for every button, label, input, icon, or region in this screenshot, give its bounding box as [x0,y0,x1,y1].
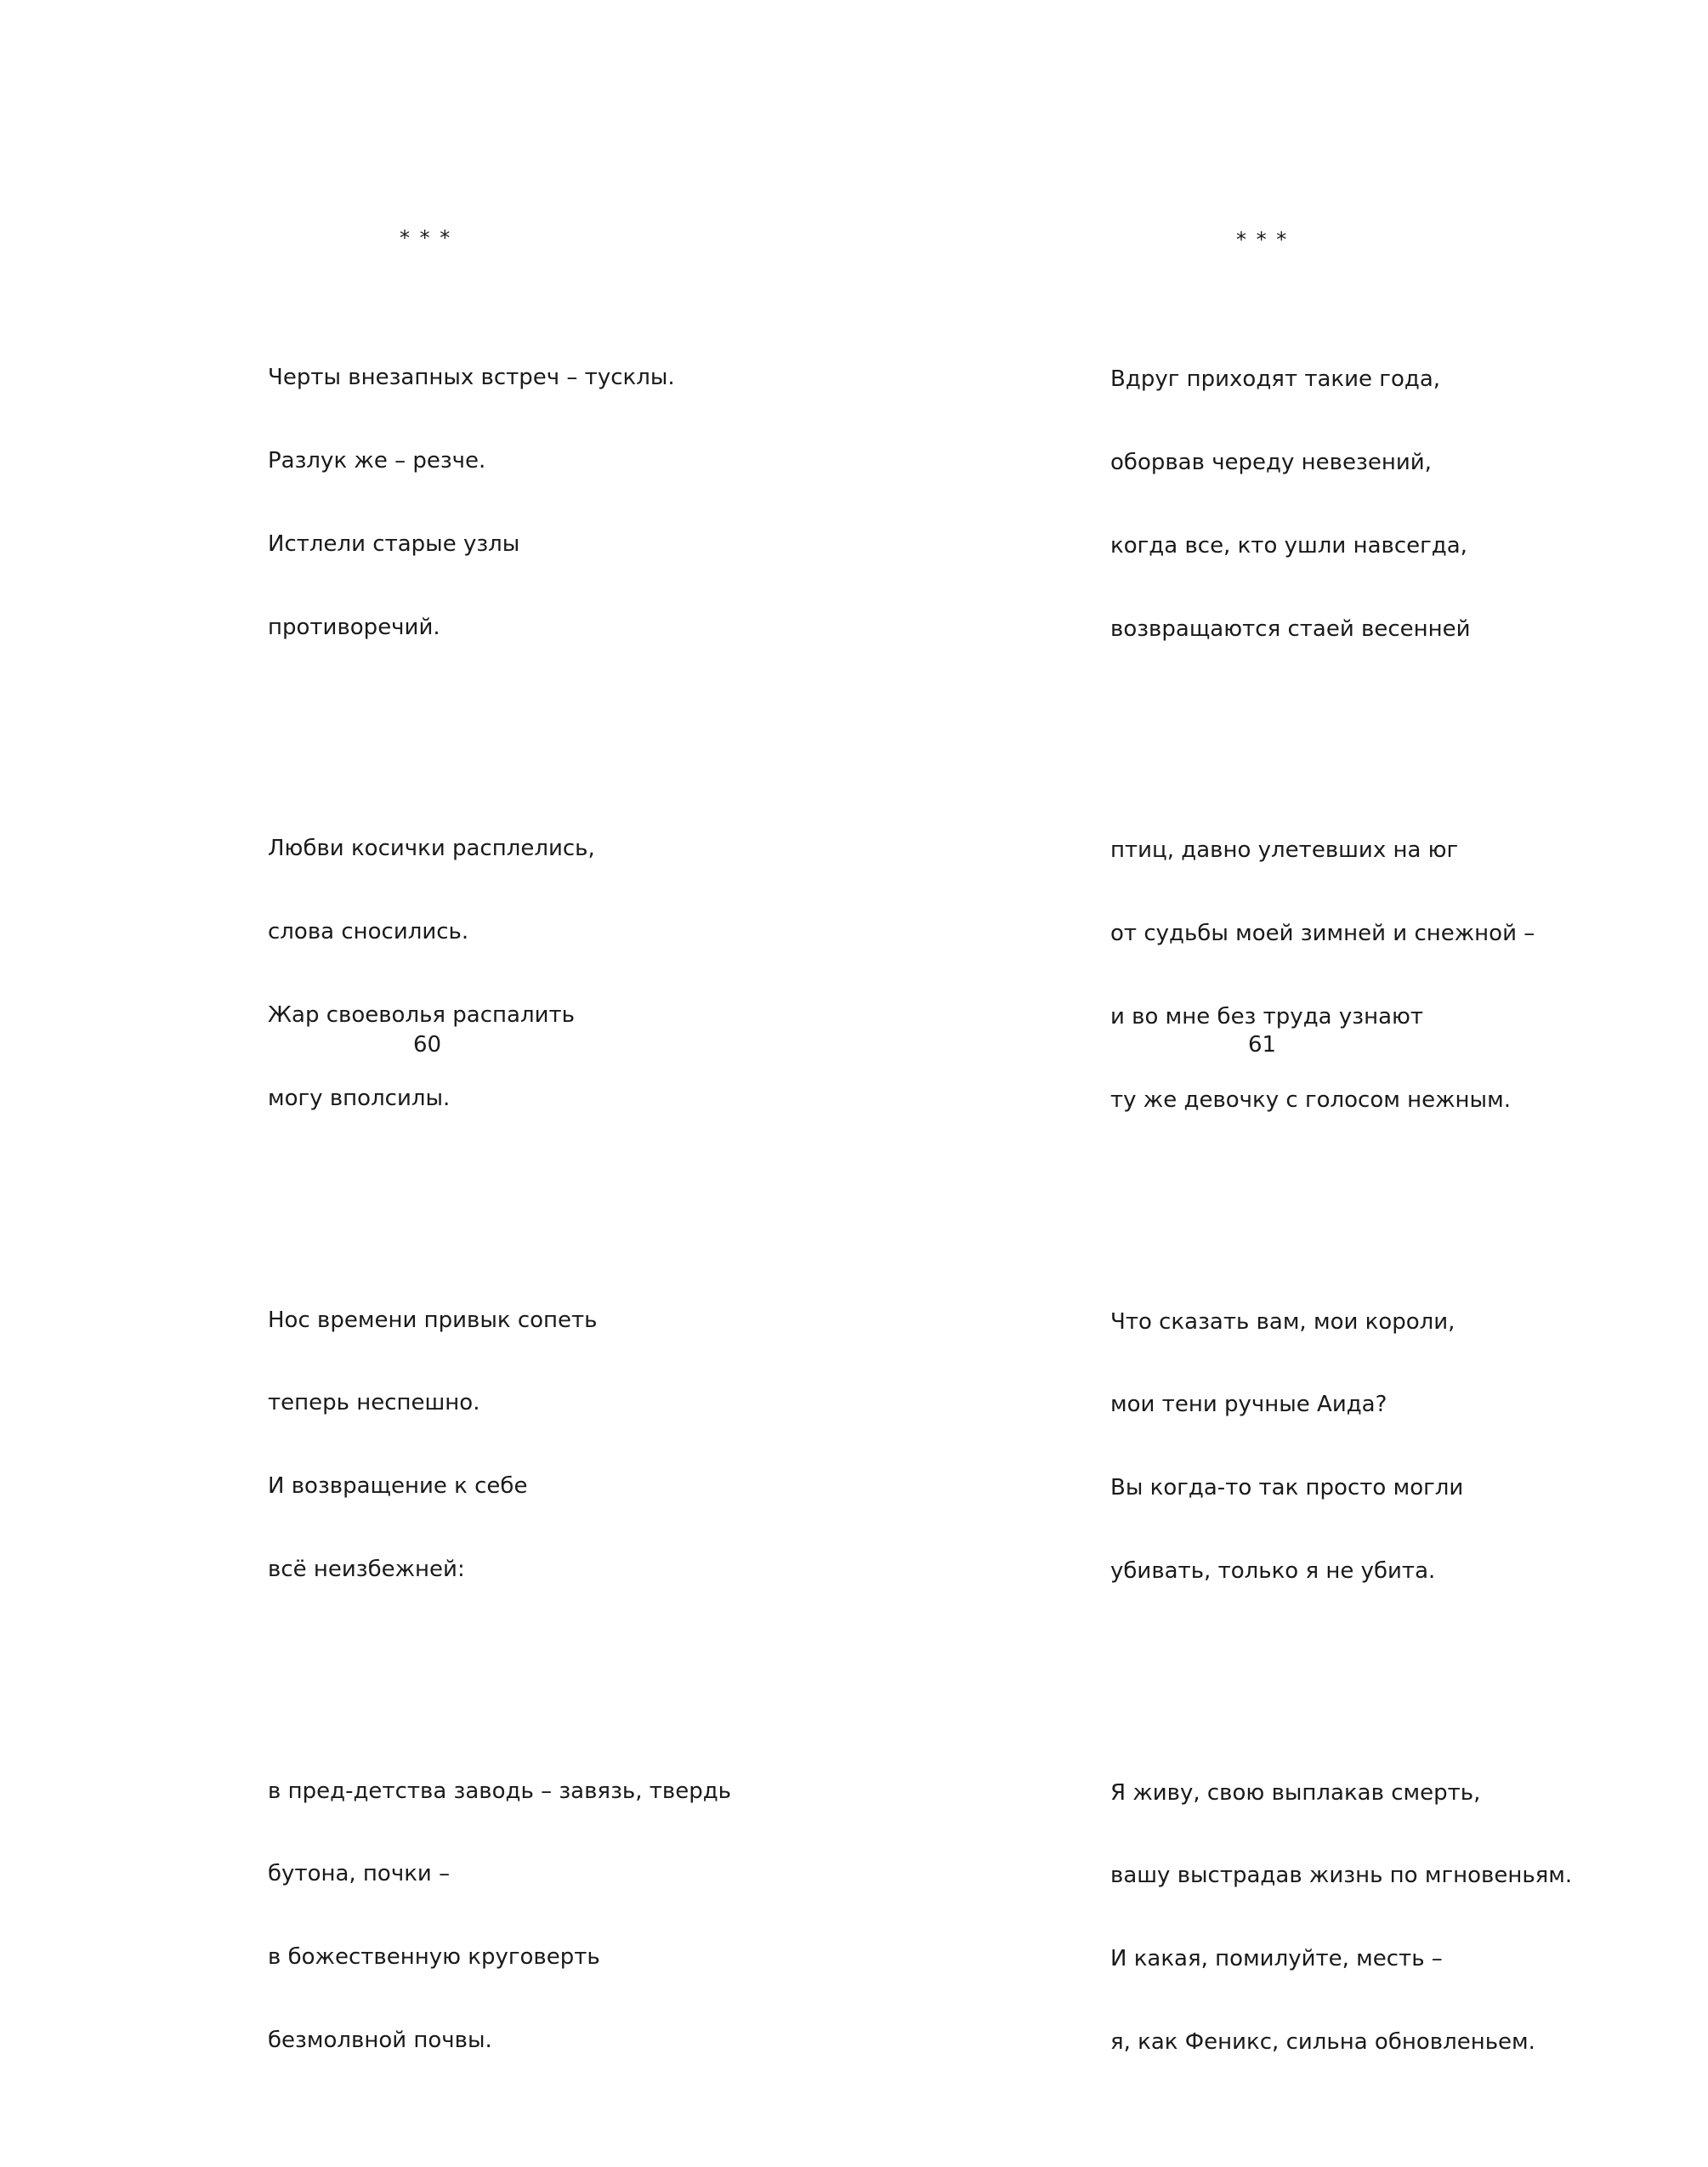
poem-line: Что сказать вам, мои короли, [1110,1308,1455,1335]
poem-separator: * * * [1236,228,1289,252]
poem-line: безмолвной почвы. [268,2028,492,2053]
poem-line: Вы когда-то так просто могли [1110,1475,1464,1501]
poem-line: И возвращение к себе [268,1473,528,1500]
poem-line: бутона, почки – [268,1861,451,1887]
poem-separator: * * * [400,226,452,250]
page-number: 61 [1248,1032,1277,1058]
stanza [1110,781,1572,1169]
stanza [1110,1252,1572,1640]
poem-line: от судьбы моей зимней и снежной – [1110,921,1535,947]
left-page [0,0,854,2053]
poem-line: ту же девочку с голосом нежным. [1110,1086,1511,1113]
poem-line: И какая, помилуйте, месть – [1110,1946,1443,1972]
stanza [268,780,731,1167]
stanza [268,309,731,696]
poem-line: оборвав череду невезений, [1110,450,1432,476]
poem-line: Нос времени привык сопеть [268,1307,598,1333]
poem-line: мои тени ручные Аида? [1110,1392,1387,1418]
poem-line: Любви косички расплелись, [268,836,595,862]
poem-line: Разлук же – резче. [268,448,486,474]
poem-line: в пред-детства заводь – завязь, твердь [268,1778,732,1804]
poem [1110,255,1572,2167]
poem-line: Я живу, свою выплакав смерть, [1110,1779,1481,1806]
poem-line: могу вполсилы. [268,1085,451,1111]
poem-line: Вдруг приходят такие года, [1110,366,1441,393]
stanza [1110,310,1572,698]
poem-line: убивать, только я не убита. [1110,1557,1436,1584]
poem-line: когда все, кто ушли навсегда, [1110,532,1467,559]
stanza [268,1722,731,2109]
poem-line: всё неизбежней: [268,1556,465,1582]
poem-line: в божественную круговерть [268,1944,600,1971]
page-number: 60 [413,1032,442,1058]
poem-line: возвращаются стаей весенней [1110,615,1471,642]
poem-line: птиц, давно улетевших на юг [1110,837,1459,864]
poem-line: слова сносились. [268,919,469,945]
poem-line: Жар своеволья распалить [268,1002,575,1029]
poem-line: я, как Феникс, сильна обновленьем. [1110,2029,1535,2055]
poem-line: вашу выстрадав жизнь по мгновеньям. [1110,1863,1573,1889]
stanza [268,1251,731,1638]
poem-line: и во мне без труда узнают [1110,1004,1424,1030]
poem-line: Черты внезапных встреч – тусклы. [268,365,675,391]
poem-line: Истлели старые узлы [268,530,520,557]
poem-line: противоречий. [268,614,440,640]
poem [268,253,731,2165]
poem-line: теперь неспешно. [268,1390,480,1416]
stanza [1110,1723,1572,2111]
right-page [854,0,1708,2055]
